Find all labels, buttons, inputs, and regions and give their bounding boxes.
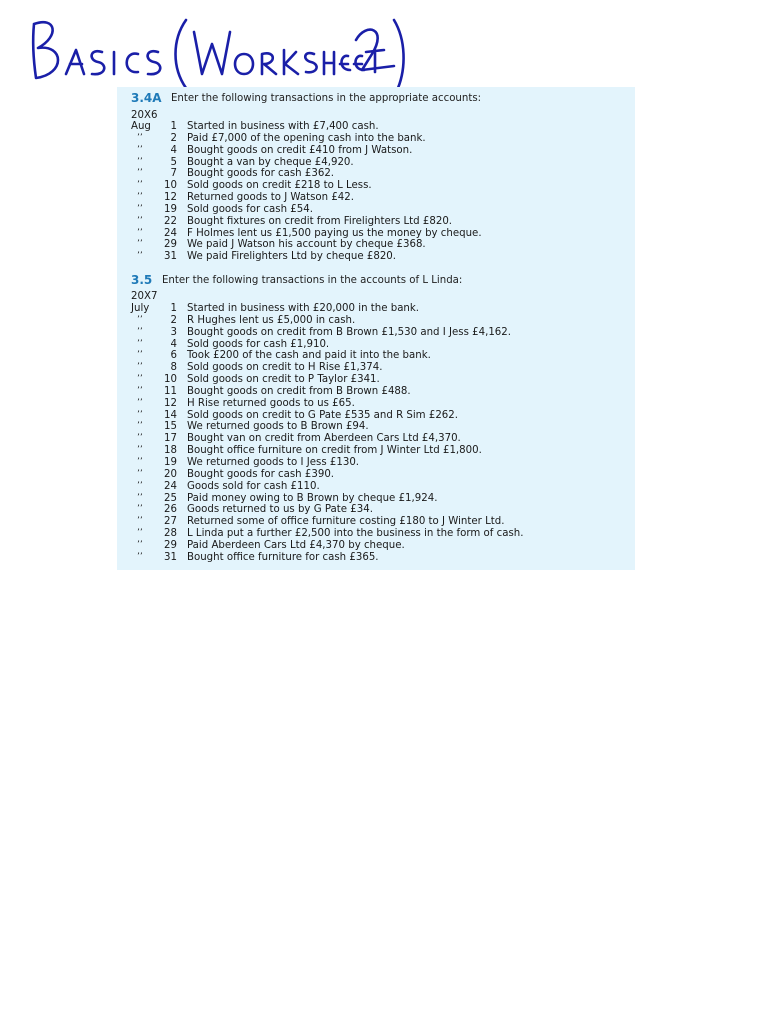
transaction-text: Paid money owing to B Brown by cheque £1,924. [187,492,438,504]
ditto-mark: ’’ [137,421,143,432]
transaction-text: Bought goods on credit from B Brown £488. [187,385,411,397]
transaction-text: Bought goods for cash £362. [187,168,335,180]
transaction-row [117,303,635,315]
transaction-day: 18 [164,445,177,457]
transaction-day: 4 [170,338,177,350]
exercise-number: 3.5 [131,273,153,287]
transaction-text: Bought goods on credit from B Brown £1,530 and I Jess £4,162. [187,326,511,338]
transaction-row [117,315,635,327]
transaction-text: H Rise returned goods to us £65. [187,397,355,409]
transaction-row [117,168,635,180]
exercise-instructions: Enter the following transactions in the appropriate accounts: [171,93,482,104]
transaction-row [117,540,635,552]
ditto-mark: ’’ [137,480,143,491]
transaction-text: Bought office furniture on credit from J Winter Ltd £1,800. [187,445,482,457]
transaction-row [117,398,635,410]
transaction-row [117,133,635,145]
transaction-row [117,504,635,516]
transaction-day: 22 [164,215,177,227]
transaction-text: Sold goods on credit to H Rise £1,374. [187,362,383,374]
ditto-mark: ’’ [137,504,143,515]
ditto-mark: ’’ [137,338,143,349]
transaction-row [117,362,635,374]
transaction-text: Returned some of office furniture costing £180 to J Winter Ltd. [187,516,505,528]
transaction-day: 24 [164,480,177,492]
ditto-mark: ’’ [137,350,143,361]
ditto-mark: ’’ [137,239,143,250]
transaction-text: Started in business with £20,000 in the bank. [187,303,420,314]
transaction-day: 8 [170,362,177,374]
transaction-day: 12 [164,192,177,204]
transaction-day: 5 [170,156,177,168]
transaction-day: 20 [164,468,177,480]
transaction-row [117,251,635,263]
transaction-text: Bought fixtures on credit from Firelighters Ltd £820. [187,215,453,227]
ditto-mark: ’’ [137,374,143,385]
exercise-header [117,273,635,290]
transaction-row [117,192,635,204]
transaction-row [117,204,635,216]
transaction-day: 6 [170,350,177,362]
transaction-row [117,469,635,481]
transaction-row [117,552,635,564]
transaction-day: 10 [164,180,177,192]
transaction-row [117,121,635,133]
transaction-row [117,180,635,192]
transaction-text: R Hughes lent us £5,000 in cash. [187,314,356,326]
transaction-day: 12 [164,397,177,409]
transaction-row [117,386,635,398]
transaction-day: 11 [164,385,177,397]
transaction-day: 10 [164,374,177,386]
transaction-text: Took £200 of the cash and paid it into the bank. [187,350,431,362]
transaction-day: 7 [170,168,177,180]
transaction-text: We paid J Watson his account by cheque £368. [187,239,426,251]
transaction-text: F Holmes lent us £1,500 paying us the money by cheque. [187,227,482,239]
transaction-row [117,339,635,351]
transaction-row [117,493,635,505]
transaction-text: Paid Aberdeen Cars Ltd £4,370 by cheque. [187,539,405,551]
transaction-text: Sold goods on credit to G Pate £535 and R Sim £262. [187,409,459,421]
transaction-day: 29 [164,239,177,251]
exercise-year: 20X6 [131,110,158,121]
transaction-text: Returned goods to J Watson £42. [187,192,355,204]
transaction-text: Started in business with £7,400 cash. [187,121,379,132]
ditto-mark: ’’ [137,227,143,238]
transaction-day: 1 [170,303,177,314]
transaction-row [117,457,635,469]
ditto-mark: ’’ [137,215,143,226]
ditto-mark: ’’ [137,409,143,420]
transaction-month: Aug [131,121,151,132]
ditto-mark: ’’ [137,385,143,396]
transaction-day: 31 [164,551,177,563]
transaction-day: 19 [164,203,177,215]
transaction-row [117,410,635,422]
transaction-text: Goods sold for cash £110. [187,480,320,492]
transaction-row [117,433,635,445]
transaction-text: We returned goods to I Jess £130. [187,456,360,468]
transaction-row [117,157,635,169]
exercise-panel [117,87,635,570]
transaction-list [117,121,635,263]
transaction-day: 28 [164,528,177,540]
ditto-mark: ’’ [137,144,143,155]
ditto-mark: ’’ [137,433,143,444]
transaction-row [117,528,635,540]
transaction-day: 4 [170,144,177,156]
transaction-day: 19 [164,456,177,468]
transaction-day: 2 [170,314,177,326]
transaction-text: We returned goods to B Brown £94. [187,421,369,433]
ditto-mark: ’’ [137,468,143,479]
transaction-row [117,445,635,457]
exercise-header [117,91,635,108]
transaction-text: Sold goods for cash £54. [187,203,313,215]
transaction-text: We paid Firelighters Ltd by cheque £820. [187,251,397,263]
ditto-mark: ’’ [137,326,143,337]
handwritten-title [26,14,406,86]
ditto-mark: ’’ [137,251,143,262]
exercise-number: 3.4A [131,91,162,105]
ditto-mark: ’’ [137,362,143,373]
transaction-day: 26 [164,504,177,516]
ditto-mark: ’’ [137,168,143,179]
transaction-month: July [131,303,150,314]
exercise-year: 20X7 [131,291,158,302]
transaction-row [117,374,635,386]
transaction-list [117,303,635,564]
transaction-day: 24 [164,227,177,239]
transaction-day: 2 [170,132,177,144]
ditto-mark: ’’ [137,528,143,539]
transaction-row [117,516,635,528]
ditto-mark: ’’ [137,551,143,562]
transaction-row [117,239,635,251]
transaction-day: 25 [164,492,177,504]
transaction-day: 17 [164,433,177,445]
ditto-mark: ’’ [137,192,143,203]
ditto-mark: ’’ [137,445,143,456]
exercise-3-4a [117,91,635,263]
transaction-day: 3 [170,326,177,338]
transaction-text: Sold goods for cash £1,910. [187,338,330,350]
transaction-row [117,228,635,240]
transaction-day: 15 [164,421,177,433]
ditto-mark: ’’ [137,516,143,527]
ditto-mark: ’’ [137,203,143,214]
transaction-row [117,327,635,339]
transaction-text: Goods returned to us by G Pate £34. [187,504,373,516]
transaction-text: Bought goods for cash £390. [187,468,335,480]
ditto-mark: ’’ [137,539,143,550]
transaction-text: Sold goods on credit £218 to L Less. [187,180,372,192]
transaction-row [117,421,635,433]
transaction-row [117,481,635,493]
transaction-text: Bought goods on credit £410 from J Watson. [187,144,413,156]
transaction-day: 31 [164,251,177,263]
exercise-instructions: Enter the following transactions in the accounts of L Linda: [162,275,463,286]
ditto-mark: ’’ [137,180,143,191]
transaction-day: 29 [164,539,177,551]
ditto-mark: ’’ [137,397,143,408]
transaction-day: 1 [170,121,177,132]
transaction-day: 27 [164,516,177,528]
transaction-text: Bought office furniture for cash £365. [187,551,379,563]
handwritten-title-ink [26,14,406,86]
exercise-3-5 [117,273,635,563]
ditto-mark: ’’ [137,132,143,143]
transaction-row [117,350,635,362]
transaction-day: 14 [164,409,177,421]
ditto-mark: ’’ [137,456,143,467]
transaction-text: Sold goods on credit to P Taylor £341. [187,374,380,386]
transaction-text: Bought a van by cheque £4,920. [187,156,354,168]
transaction-text: L Linda put a further £2,500 into the business in the form of cash. [187,528,524,540]
ditto-mark: ’’ [137,156,143,167]
transaction-text: Paid £7,000 of the opening cash into the bank. [187,132,426,144]
transaction-row [117,145,635,157]
ditto-mark: ’’ [137,492,143,503]
transaction-row [117,216,635,228]
ditto-mark: ’’ [137,314,143,325]
transaction-text: Bought van on credit from Aberdeen Cars Ltd £4,370. [187,433,461,445]
